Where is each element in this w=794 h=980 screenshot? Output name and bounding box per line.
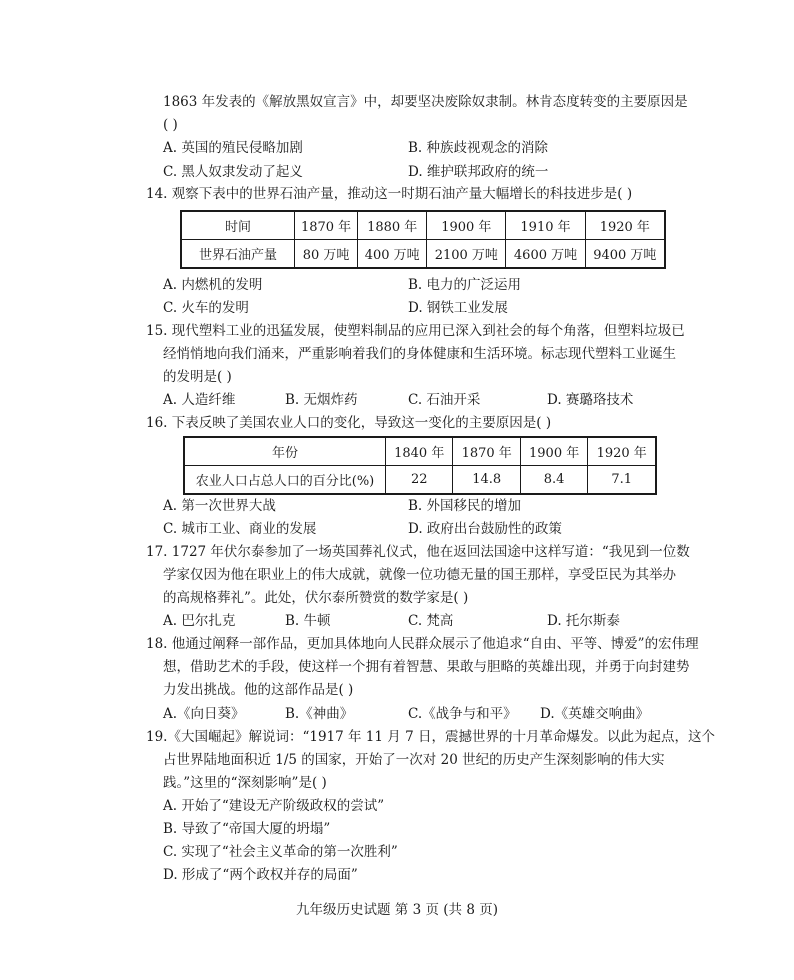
q15-line-3: 的发明是( ) <box>163 369 232 385</box>
q14-year-3: 1900 年 <box>427 211 506 240</box>
q14-stem: 14. 观察下表中的世界石油产量，推动这一时期石油产量大幅增长的科技进步是( ) <box>146 186 633 202</box>
q18-option-b: B.《神曲》 <box>285 706 354 722</box>
q15-line-2: 经悄悄地向我们涌来，严重影响着我们的身体健康和生活环境。标志现代塑料工业诞生 <box>163 346 676 362</box>
q16-value-3: 8.4 <box>520 466 587 495</box>
q14-header-output: 世界石油产量 <box>181 240 295 269</box>
q14-value-5: 9400 万吨 <box>585 240 665 269</box>
q18-line-3: 力发出挑战。他的这部作品是( ) <box>163 682 354 698</box>
q14-value-1: 80 万吨 <box>295 240 358 269</box>
q16-stem: 16. 下表反映了美国农业人口的变化，导致这一变化的主要原因是( ) <box>146 415 552 431</box>
table-row <box>181 211 665 240</box>
q16-year-4: 1920 年 <box>588 437 656 466</box>
q13-blank: ( ) <box>163 117 178 133</box>
q13-option-b: B. 种族歧视观念的消除 <box>408 140 549 156</box>
q19-line-2: 占世界陆地面积近 1/5 的国家，开始了一次对 20 世纪的历史产生深刻影响的伟大实 <box>163 752 665 768</box>
q16-value-1: 22 <box>386 466 453 495</box>
table-row <box>184 466 656 495</box>
q14-year-1: 1870 年 <box>295 211 358 240</box>
q17-option-a: A. 巴尔扎克 <box>163 613 236 629</box>
q18-line-2: 想，借助艺术的手段，使这样一个拥有着智慧、果敢与胆略的英雄出现，并勇于向封建势 <box>163 659 690 675</box>
q17-option-d: D. 托尔斯泰 <box>547 613 620 629</box>
q15-option-a: A. 人造纤维 <box>163 392 236 408</box>
q19-line-1: 19.《大国崛起》解说词：“1917 年 11 月 7 日，震撼世界的十月革命爆发。以此为起点，这个 <box>146 729 715 745</box>
q14-option-d: D. 钢铁工业发展 <box>408 300 508 316</box>
q16-option-c: C. 城市工业、商业的发展 <box>163 521 317 537</box>
table-row <box>181 240 665 269</box>
q17-option-b: B. 牛顿 <box>285 613 331 629</box>
q14-oil-production-table <box>180 210 666 269</box>
q18-option-d: D.《英雄交响曲》 <box>540 706 650 722</box>
q14-year-5: 1920 年 <box>585 211 665 240</box>
q18-option-a: A.《向日葵》 <box>163 706 245 722</box>
q13-line-1: 1863 年发表的《解放黑奴宣言》中，却要坚决废除奴隶制。林肯态度转变的主要原因是 <box>163 94 688 110</box>
q14-option-b: B. 电力的广泛运用 <box>408 277 522 293</box>
q18-line-1: 18. 他通过阐释一部作品，更加具体地向人民群众展示了他追求“自由、平等、博爱”的宏伟理 <box>146 636 699 652</box>
q17-line-2: 学家仅因为他在职业上的伟大成就，就像一位功德无量的国王那样，享受臣民为其举办 <box>163 567 676 583</box>
q19-option-b: B. 导致了“帝国大厦的坍塌” <box>163 821 331 837</box>
q16-option-a: A. 第一次世界大战 <box>163 498 276 514</box>
q16-year-2: 1870 年 <box>453 437 520 466</box>
q14-option-a: A. 内燃机的发明 <box>163 277 263 293</box>
q16-farm-population-table <box>183 436 657 495</box>
page-footer: 九年级历史试题 第 3 页 (共 8 页) <box>296 902 498 918</box>
q14-header-time: 时间 <box>181 211 295 240</box>
q16-year-1: 1840 年 <box>386 437 453 466</box>
q16-year-3: 1900 年 <box>520 437 587 466</box>
q13-option-c: C. 黑人奴隶发动了起义 <box>163 164 303 180</box>
table-row <box>184 437 656 466</box>
q16-value-2: 14.8 <box>453 466 520 495</box>
q15-option-c: C. 石油开采 <box>408 392 481 408</box>
q19-line-3: 践。”这里的“深刻影响”是( ) <box>163 775 327 791</box>
q16-header-percent: 农业人口占总人口的百分比(%) <box>184 466 386 495</box>
q14-value-4: 4600 万吨 <box>506 240 585 269</box>
q14-year-2: 1880 年 <box>358 211 427 240</box>
q19-option-a: A. 开始了“建设无产阶级政权的尝试” <box>163 798 385 814</box>
q14-year-4: 1910 年 <box>506 211 585 240</box>
q15-option-b: B. 无烟炸药 <box>285 392 358 408</box>
q13-option-d: D. 维护联邦政府的统一 <box>408 164 549 180</box>
q16-option-d: D. 政府出台鼓励性的政策 <box>408 521 562 537</box>
q16-header-year: 年份 <box>184 437 386 466</box>
q13-option-a: A. 英国的殖民侵略加剧 <box>163 140 303 156</box>
q19-option-c: C. 实现了“社会主义革命的第一次胜利” <box>163 844 398 860</box>
q19-option-d: D. 形成了“两个政权并存的局面” <box>163 867 358 883</box>
q16-value-4: 7.1 <box>588 466 656 495</box>
q15-option-d: D. 赛璐珞技术 <box>547 392 634 408</box>
q17-line-3: 的高规格葬礼”。此处，伏尔泰所赞赏的数学家是( ) <box>163 590 469 606</box>
q17-option-c: C. 梵高 <box>408 613 454 629</box>
q15-line-1: 15. 现代塑料工业的迅猛发展，使塑料制品的应用已深入到社会的每个角落，但塑料垃圾已 <box>146 323 685 339</box>
q14-option-c: C. 火车的发明 <box>163 300 249 316</box>
q14-value-2: 400 万吨 <box>358 240 427 269</box>
q14-value-3: 2100 万吨 <box>427 240 506 269</box>
q16-option-b: B. 外国移民的增加 <box>408 498 522 514</box>
q18-option-c: C.《战争与和平》 <box>408 706 517 722</box>
q17-line-1: 17. 1727 年伏尔泰参加了一场英国葬礼仪式，他在返回法国途中这样写道：“我见到一位数 <box>146 544 690 560</box>
